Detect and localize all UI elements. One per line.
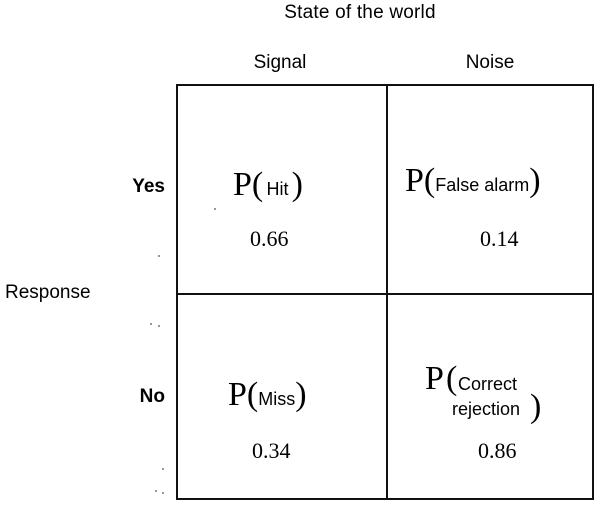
cell-hit-value: 0.66 bbox=[250, 226, 289, 251]
scan-speck bbox=[162, 468, 164, 470]
cell-false-alarm-value: 0.14 bbox=[480, 226, 519, 251]
column-header-noise: Noise bbox=[465, 52, 515, 73]
row-header-yes: Yes bbox=[132, 176, 165, 197]
probability-symbol: P bbox=[405, 162, 424, 199]
probability-symbol: P bbox=[425, 360, 444, 397]
probability-symbol: P bbox=[228, 376, 247, 413]
cell-correct-rejection-label-line1: Correct bbox=[458, 374, 518, 394]
scan-speck bbox=[158, 255, 160, 257]
column-header-signal: Signal bbox=[253, 52, 307, 73]
cell-miss-value: 0.34 bbox=[252, 438, 291, 463]
cell-correct-rejection-probability bbox=[425, 360, 575, 440]
open-paren: ( bbox=[446, 360, 458, 397]
cell-hit-probability bbox=[233, 166, 303, 204]
close-paren: ) bbox=[530, 388, 542, 425]
diagram-title: State of the world bbox=[284, 2, 436, 23]
row-axis-label: Response bbox=[5, 282, 91, 303]
open-paren: ( bbox=[423, 162, 436, 199]
scan-speck bbox=[155, 490, 157, 492]
cell-false-alarm-probability bbox=[405, 162, 541, 200]
grid-vertical-divider bbox=[386, 84, 388, 500]
close-paren: ) bbox=[291, 166, 303, 203]
cell-correct-rejection-label-line2: rejection bbox=[452, 399, 521, 419]
row-header-no: No bbox=[139, 386, 165, 407]
scan-speck bbox=[214, 208, 216, 210]
scan-speck bbox=[162, 492, 164, 494]
grid-horizontal-divider bbox=[176, 293, 594, 295]
scan-speck bbox=[150, 323, 152, 325]
cell-false-alarm-label: False alarm bbox=[435, 175, 530, 195]
cell-miss-label: Miss bbox=[258, 389, 296, 409]
open-paren: ( bbox=[246, 376, 259, 413]
cell-miss-probability bbox=[228, 376, 307, 414]
cell-hit-label: Hit bbox=[266, 179, 289, 199]
probability-symbol: P bbox=[233, 166, 252, 203]
close-paren: ) bbox=[295, 376, 307, 413]
close-paren: ) bbox=[529, 162, 541, 199]
open-paren: ( bbox=[251, 166, 264, 203]
scan-speck bbox=[158, 325, 160, 327]
cell-correct-rejection-value: 0.86 bbox=[478, 438, 517, 463]
